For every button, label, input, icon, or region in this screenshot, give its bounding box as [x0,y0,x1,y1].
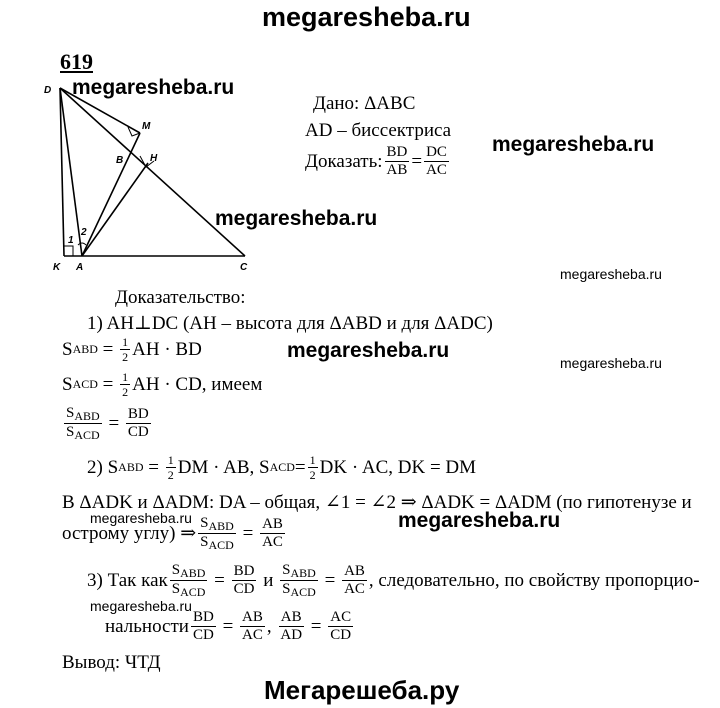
watermark: megaresheba.ru [90,510,192,526]
proof-title: Доказательство: [115,287,246,308]
formula-s-acd: S ACD = $\frac{1}{2}$ AH · CD, имеем [62,370,263,399]
label-k: K [53,262,61,273]
proof-step-1: 1) AH⊥DC (AH – высота для ΔABD и для ΔADC) [87,313,493,334]
prove-label: Доказать: [305,150,383,172]
segment-am [82,133,140,256]
label-c: C [240,262,248,273]
formula-area-ratio: $\frac{S_{ABD}}{S_{ACD}}$ = $\frac{BD}{CD}$ [66,405,149,442]
site-header: megaresheba.ru [262,2,471,32]
right-angle-k [64,246,73,256]
watermark: megaresheba.ru [560,355,662,371]
label-angle-2: 2 [81,227,87,238]
triangles-equality-line: В ΔADK и ΔADM: DA – общая, ∠1 = ∠2 ⇒ ΔADK = ΔADM (по гипотенузе и [62,492,692,513]
watermark: megaresheba.ru [560,266,662,282]
angle-arc [78,243,86,245]
fraction-bd-ab: $\frac{BD}{AB}$ [386,144,408,178]
watermark: megaresheba.ru [398,509,561,532]
watermark: megaresheba.ru [72,76,235,99]
label-h: H [150,153,158,164]
acute-angle-line: острому углу) ⇒ $\frac{S_{ABD}}{S_{ACD}}$ = $\frac{AB}{AC}$ [62,515,283,552]
conclusion: Вывод: ЧТД [62,652,161,673]
site-footer: Мегарешеба.ру [264,675,460,705]
watermark: megaresheba.ru [287,339,450,362]
segment-ah [82,163,148,256]
proof-step-2: 2) S ABD = $\frac{1}{2}$ DM · AB, S ACD = $\frac{1}{2}$ DK · AC, DK = DM [87,453,477,482]
label-b: B [116,155,124,166]
label-d: D [44,85,52,96]
watermark: megaresheba.ru [492,133,655,156]
formula-s-abd: S ABD = $\frac{1}{2}$ AH · BD [62,335,202,364]
label-a: A [76,262,84,273]
proportionality-line: нальности $\frac{BD}{CD}$ = $\frac{AB}{AC}$ , $\frac{AB}{AD}$ = $\frac{AC}{CD}$ [105,609,352,643]
label-angle-1: 1 [68,235,74,246]
given-line-2: AD – биссектриса [305,120,452,141]
proof-step-3: 3) Так как $\frac{S_{ABD}}{S_{ACD}}$ = $\frac{BD}{CD}$ и $\frac{S_{ABD}}{S_{ACD}}$ = $\frac{AB}{AC}$ , следовательно, по свойству пропорцио- [87,562,700,599]
watermark: megaresheba.ru [90,598,192,614]
geometry-diagram [40,75,260,275]
given-line-1: Дано: ΔABC [313,93,416,114]
watermark: megaresheba.ru [215,207,378,230]
prove-statement: Доказать: $\frac{BD}{AB}$ = $\frac{DC}{AC}$ [305,144,447,178]
label-m: M [142,121,151,132]
problem-number: 619 [60,49,93,74]
fraction-dc-ac: $\frac{DC}{AC}$ [426,144,447,178]
